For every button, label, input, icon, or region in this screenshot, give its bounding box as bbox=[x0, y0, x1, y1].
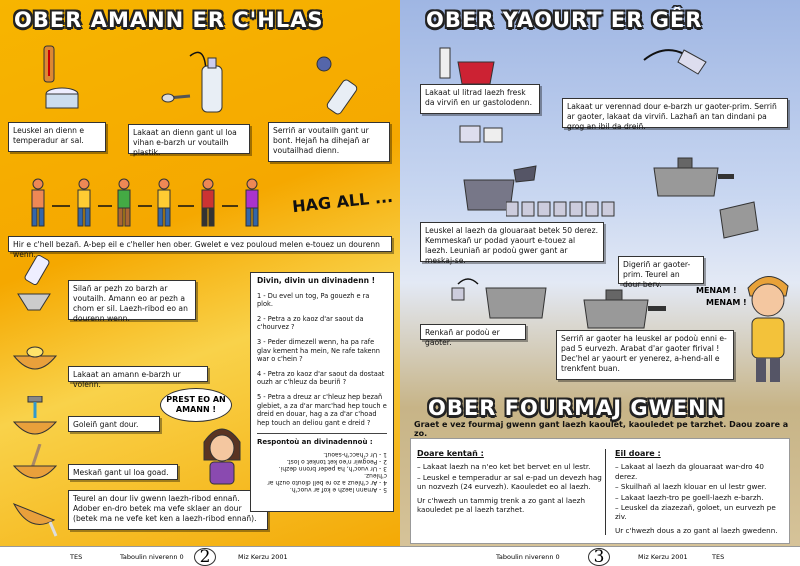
menam-text-2: MENAM ! bbox=[706, 298, 747, 307]
footer-issue-right: Taboulin niverenn 0 bbox=[496, 552, 560, 561]
methods-divider bbox=[605, 449, 606, 535]
method-one-title: Doare kentañ : bbox=[417, 449, 484, 458]
answers-title: Respontoù an divinadennoù : bbox=[257, 433, 387, 447]
riddle-3: 3 - Peder dimezell wenn, ha pa rafe glav kement ha mein, Ne rafe takenn war o c'hein ? bbox=[257, 337, 380, 364]
closed-cooker-illustration bbox=[578, 286, 670, 332]
step-spoon-box: Lakaat an dienn gant ul loa vihan e-barzh ur voutailh plastik. bbox=[128, 124, 250, 154]
answer-3: 3 - Ur vuoc'h, ha peder bronn dezhi. bbox=[278, 464, 387, 472]
method-two-note: Ur c'hwezh dous a zo gant al laezh gwedenn. bbox=[615, 525, 778, 535]
shaking-people-illustration bbox=[8, 176, 308, 234]
riddle-1: 1 - Du evel un tog, Pa gouezh e ra plok. bbox=[257, 291, 370, 309]
yaourt-step-arrange-box: Renkañ ar podoù er gaoter. bbox=[420, 324, 526, 340]
step-shake-box: Serriñ ar voutailh gant ur bont. Hejañ ha dihejañ ar voutailhad dienn. bbox=[268, 122, 390, 162]
pouring-glass-illustration bbox=[634, 40, 714, 94]
right-footer bbox=[400, 546, 800, 566]
method-two-step-2: – Skuilhañ al laezh klouar en ul lestr gwer. bbox=[615, 482, 767, 492]
step-water-box: Goleiñ gant dour. bbox=[68, 416, 160, 432]
thermometer-and-cream-pot-illustration bbox=[28, 44, 98, 114]
method-two-step-4: – Leuskel da ziazezañ, goloet, un eurvezh pe ziv. bbox=[615, 503, 776, 522]
method-two-title: Eil doare : bbox=[615, 449, 661, 458]
yaourt-step-cool-box: Leuskel al laezh da glouaraat betek 50 derez. Kemmeskañ ur podad yaourt e-touez al laezh. Leuniañ ar podoù gwer gant ar meskaj-se. bbox=[420, 222, 604, 262]
step-rinse-box: Teurel an dour liv gwenn laezh-ribod ennañ. Adober en-dro betek ma vefe sklaer an dour (betek ma ne vefe ket ken a laezh-ribod ennañ). bbox=[68, 490, 268, 530]
pressure-cooker-illustration bbox=[648, 152, 738, 200]
step-bowl-box: Lakaat an amann e-barzh ur volenn. bbox=[68, 366, 208, 382]
step-temperature-box: Leuskel an dienn e temperadur ar sal. bbox=[8, 122, 106, 152]
riddle-2: 2 - Petra a zo kaoz d'ar saout da c'hourvez ? bbox=[257, 314, 364, 332]
answer-2: 2 - Peogwir n'eo ket tonket o lost. bbox=[286, 457, 387, 465]
method-two-step-3: – Lakaat laezh-tro pe goell-laezh e-barzh. bbox=[615, 492, 764, 502]
method-two-step-1: – Lakaat al laezh da glouaraat war-dro 40 derez. bbox=[615, 462, 764, 481]
butter-bowl-illustration bbox=[10, 330, 60, 382]
butter-ready-speech-bubble: PREST EO AN AMANN ! bbox=[160, 388, 232, 422]
fourmaj-methods-panel bbox=[410, 438, 790, 544]
footer-magazine-tag: TES bbox=[70, 552, 83, 561]
pots-into-cooker-illustration bbox=[428, 274, 568, 324]
glass-jars-row-illustration bbox=[506, 198, 626, 218]
tipping-bowl-illustration bbox=[10, 494, 60, 538]
step-strain-box: Silañ ar pezh zo barzh ar voutailh. Amann eo ar pezh a chom er sil. Laezh-ribod eo an dourenn wenn. bbox=[68, 280, 196, 320]
riddles-title: Divin, divin un divinadenn ! bbox=[257, 276, 376, 285]
right-page-title: OBER YAOURT ER GÊR bbox=[426, 8, 703, 32]
method-one-step-2: – Leuskel e temperadur ar sal e-pad un devezh hag un nozvezh (24 eurvezh). Kaouledet eo al laezh. bbox=[417, 472, 602, 492]
footer-date-right: Miz Kerzu 2001 bbox=[638, 552, 688, 561]
yaourt-step-pressure-box: Lakaat ur verennad dour e-barzh ur gaoter-prim. Serriñ ar gaoter, lakaat da virviñ. Lazhañ an tan dindani pa grog an ibil da dreiñ. bbox=[562, 98, 788, 128]
riddles-box bbox=[250, 272, 394, 512]
method-two-column bbox=[615, 449, 787, 536]
page-number-left: 2 bbox=[194, 548, 216, 566]
yaourt-step-close-box: Serriñ ar gaoter ha leuskel ar podoù enni e-pad 5 eurvezh. Arabat d'ar gaoter firival ! Dec'hel ar yaourt er yenerez, a-hend-all e trenkfent buan. bbox=[556, 330, 734, 380]
answer-5: 5 - Amann laezh e kof ar vuoc'h. bbox=[289, 485, 387, 493]
step-mix-box: Meskañ gant ul loa goad. bbox=[68, 464, 178, 480]
page-number-right: 3 bbox=[588, 548, 610, 566]
pouring-cooker-illustration bbox=[714, 200, 764, 248]
pouring-sieve-illustration bbox=[10, 254, 60, 314]
spoon-and-bottle-illustration bbox=[160, 44, 230, 116]
upside-down-answers bbox=[257, 451, 387, 493]
mixing-spoon-illustration bbox=[10, 444, 60, 488]
footer-magazine-tag-right: TES bbox=[712, 552, 725, 561]
riddle-5: 5 - Petra a dreuz ar c'hleuz hep bezañ glebiet, a za d'ar marc'had hep touch e dreid en douar, hag a za d'ar c'hoad hep touch an deliou gant e dreid ? bbox=[257, 392, 387, 427]
riddle-4: 4 - Petra zo kaoz d'ar saout da dostaat ouzh ar c'hleuz da beuriñ ? bbox=[257, 369, 385, 387]
fourmaj-intro: Graet e vez fourmaj gwenn gant laezh kaoulet, kaouledet pe tarzhet. Daou zoare a zo. bbox=[414, 420, 789, 438]
fourmaj-title: OBER FOURMAJ GWENN bbox=[428, 396, 726, 420]
left-page-title: OBER AMANN ER C'HLAS bbox=[14, 8, 324, 32]
answer-1: 1 - Ur c'hacc'h-saout. bbox=[323, 450, 387, 458]
hag-all-text: HAG ALL ... bbox=[291, 186, 394, 217]
right-page bbox=[400, 0, 800, 566]
step-long-shake-box: Hir e c'hell bezañ. A-bep eil e c'heller hen ober. Gwelet e vez pouloud melen e-touez un dourenn wenn. bbox=[8, 236, 392, 252]
footer-issue: Taboulin niverenn 0 bbox=[120, 552, 184, 561]
answer-4: 4 - Ar c'hleuz a zo re bell diouto ouzh ar c'hleuz. bbox=[267, 471, 387, 486]
girl-character-illustration bbox=[196, 420, 248, 486]
shaking-bottle-illustration bbox=[310, 50, 370, 120]
yaourt-step-milk-box: Lakaat ul litrad laezh fresk da virviñ en ur gastolodenn. bbox=[420, 84, 540, 114]
method-one-step-1: – Lakaat laezh na n'eo ket bet bervet en ul lestr. bbox=[417, 462, 591, 472]
boy-eating-yaourt-illustration bbox=[738, 266, 798, 384]
left-footer bbox=[0, 546, 400, 566]
method-one-note: Ur c'hwezh un tammig trenk a zo gant al laezh kaouledet pe al laezh tarzhet. bbox=[417, 495, 586, 515]
yaourt-step-open-box: Digeriñ ar gaoter-prim. Teurel an dour berv. bbox=[618, 256, 704, 284]
method-one-column bbox=[417, 449, 605, 515]
tap-water-bowl-illustration bbox=[10, 396, 60, 442]
footer-date: Miz Kerzu 2001 bbox=[238, 552, 288, 561]
menam-text-1: MENAM ! bbox=[696, 286, 737, 295]
